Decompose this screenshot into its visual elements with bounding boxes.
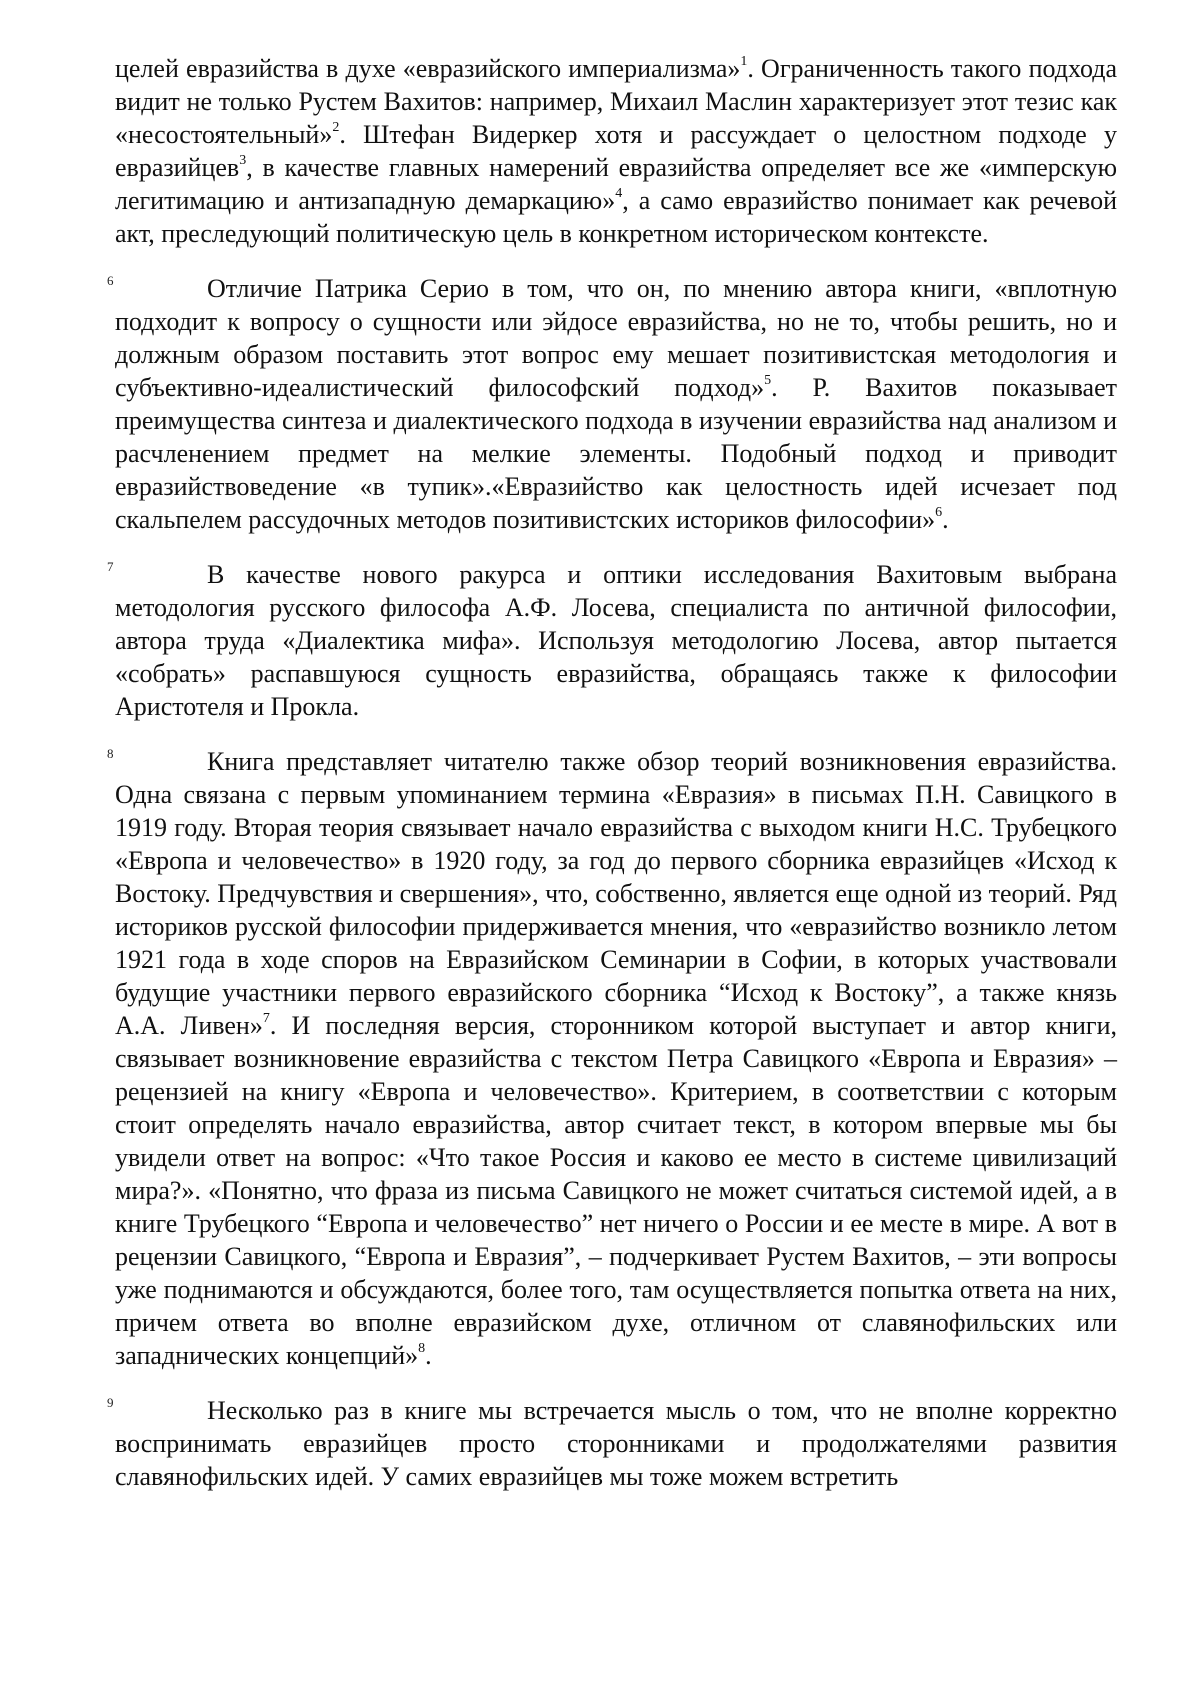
text-run: Книга представляет читателю также обзор теорий возникновения евразийства. Одна связана с первым упоминанием термина «Евразия» в письмах П.Н. Савицкого в 1919 году. Вторая теория связывает начало евразийства с выходом книги Н.С. Трубецкого «Европа и человечество» в 1920 году, за год до первого сборника евразийцев «Исход к Востоку. Предчувствия и свершения», что, собственно, является еще одной из теорий. Ряд историков русской философии придерживается мнения, что «евразийство возникло летом 1921 года в ходе споров на Евразийском Семинарии в Софии, в которых участвовали будущие участники первого евразийского сборника “Исход к Востоку”, а также князь А.А. Ливен» (115, 747, 1117, 1040)
paragraph (107, 558, 1117, 723)
text-run: . (942, 505, 949, 534)
text-run: Несколько раз в книге мы встречается мысль о том, что не вполне корректно воспринимать евразийцев просто сторонниками и продолжателями развития славянофильских идей. У самих евразийцев мы тоже можем встретить (115, 1396, 1117, 1491)
paragraph (107, 745, 1118, 1372)
footnote-marker[interactable]: 3 (239, 153, 247, 169)
text-run: . Штефан Видеркер хотя и рассуждает о целостном подходе у евразийцев (115, 120, 1117, 182)
text-run: , а само евразийство понимает как речевой акт, преследующий политическую цель в конкретном историческом контексте. (115, 186, 1117, 248)
text-run: , в качестве главных намерений евразийства определяет все же «имперскую легитимацию и антизападную демаркацию» (115, 153, 1117, 215)
text-run: . (425, 1341, 432, 1370)
text-run: . Р. Вахитов показывает преимущества синтеза и диалектического подхода в изучении евразийства над анализом и расчленением предмет на мелкие элементы. Подобный подход и приводит евразийствоведение «в тупик».«Евразийство как целостность идей исчезает под скальпелем рассудочных методов позитивистских историков философии» (115, 373, 1117, 534)
footnote-marker[interactable]: 2 (332, 120, 340, 136)
paragraph (107, 272, 1117, 536)
paragraph-number: 7 (107, 559, 114, 574)
paragraph-number: 9 (107, 1395, 114, 1410)
footnote-marker[interactable]: 6 (935, 505, 943, 521)
text-run: Отличие Патрика Серио в том, что он, по мнению автора книги, «вплотную подходит к вопросу о сущности или эйдосе евразийства, но не то, чтобы решить, но и должным образом поставить этот вопрос ему мешает позитивистская методология и субъективно-идеалистический философский подход» (115, 274, 1117, 402)
paragraph-number: 6 (107, 273, 114, 288)
paragraph (107, 1394, 1117, 1493)
paragraph-number: 8 (107, 746, 114, 761)
text-run: целей евразийства в духе «евразийского империализма» (115, 54, 741, 83)
text-run: . Ограниченность такого подхода видит не только Рустем Вахитов: например, Михаил Маслин характеризует этот тезис как «несостоятельный» (115, 54, 1117, 149)
text-run: . И последняя версия, сторонником которой выступает и автор книги, связывает возникновение евразийства с текстом Петра Савицкого «Европа и Евразия» – рецензией на книгу «Европа и человечество». Критерием, в соответствии с которым стоит определять начало евразийства, автор считает текст, в котором впервые мы бы увидели ответ на вопрос: «Что такое Россия и каково ее место в системе цивилизаций мира?». «Понятно, что фраза из письма Савицкого не может считаться системой идей, а в книге Трубецкого “Европа и человечество” нет ничего о России и ее месте в мире. А вот в рецензии Савицкого, “Европа и Евразия”, – подчеркивает Рустем Вахитов, – эти вопросы уже поднимаются и обсуждаются, более того, там осуществляется попытка ответа на них, причем ответа во вполне евразийском духе, отличном от славянофильских или западнических концепций» (115, 1011, 1118, 1370)
footnote-marker[interactable]: 5 (764, 373, 772, 389)
text-run: В качестве нового ракурса и оптики исследования Вахитовым выбрана методология русского философа А.Ф. Лосева, специалиста по античной философии, автора труда «Диалектика мифа». Используя методологию Лосева, автор пытается «собрать» распавшуюся сущность евразийства, обращаясь также к философии Аристотеля и Прокла. (115, 560, 1117, 721)
footnote-marker[interactable]: 1 (740, 54, 748, 70)
footnote-marker[interactable]: 8 (418, 1341, 426, 1357)
footnote-marker[interactable]: 7 (262, 1011, 270, 1027)
footnote-marker[interactable]: 4 (615, 186, 623, 202)
document-page (107, 52, 1118, 1515)
paragraph (115, 52, 1117, 250)
